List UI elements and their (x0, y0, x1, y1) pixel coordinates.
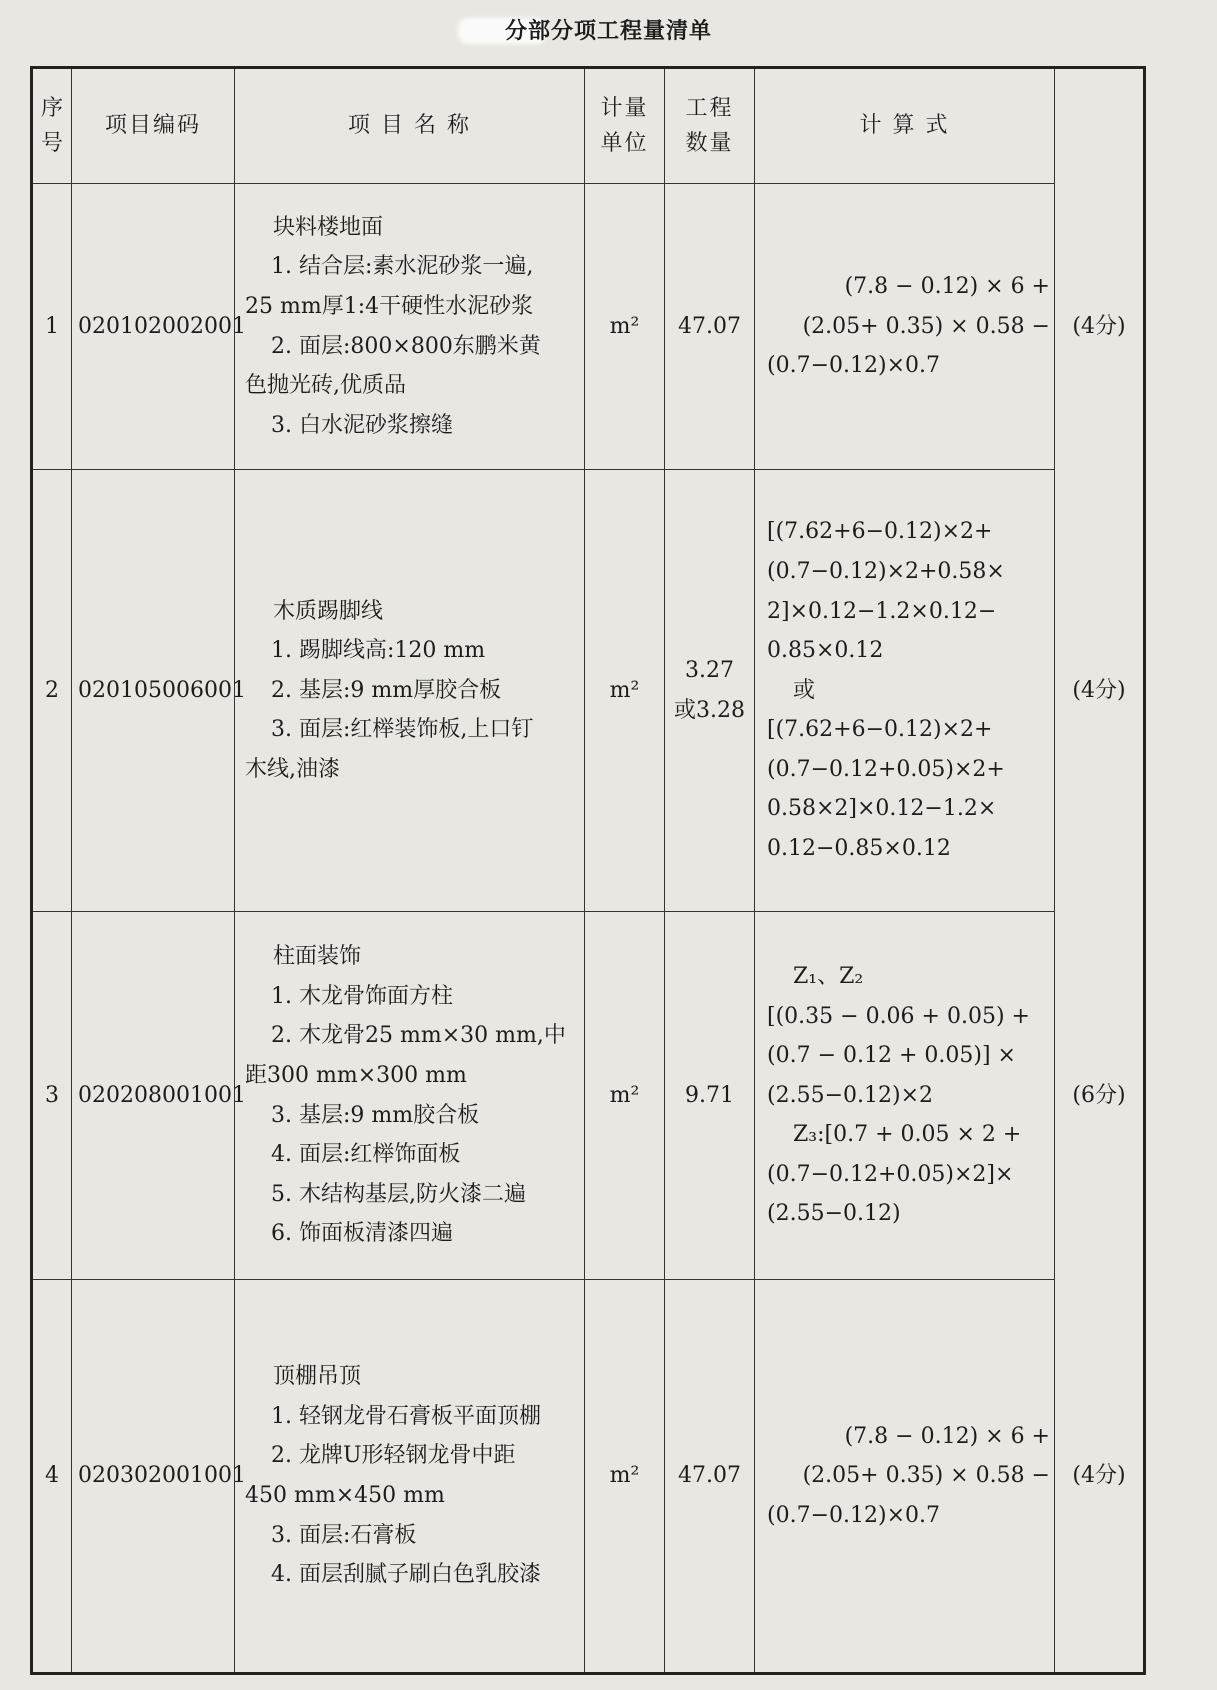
row-name-line: 1. 踢脚线高:120 mm (271, 638, 486, 664)
row-name (235, 1280, 585, 1674)
row-score: (4分) (1055, 1280, 1145, 1674)
row-code: 020102002001 (72, 184, 235, 470)
row-calc-line: (0.7 − 0.12 + 0.05)] × (767, 1043, 1016, 1069)
row-code: 020208001001 (72, 912, 235, 1280)
row-name-line: 3. 基层:9 mm胶合板 (271, 1102, 480, 1128)
row-seq: 3 (32, 912, 72, 1280)
header-code: 项目编码 (72, 68, 235, 184)
row-calc-line: (0.7−0.12)×0.7 (767, 353, 940, 379)
header-score-blank (1055, 68, 1145, 184)
row-score: (4分) (1072, 313, 1126, 339)
row-score: (4分) (1072, 677, 1126, 703)
row-calc-line: (7.8 − 0.12) × 6 + (844, 274, 1050, 300)
row-name-line: 2. 面层:800×800东鹏米黄 (271, 333, 541, 359)
row-calc-line: (2.55−0.12) (767, 1201, 901, 1227)
page-title: 分部分项工程量清单 (504, 19, 712, 44)
row-qty-line: 3.27 (685, 657, 734, 683)
row-qty: 47.07 (665, 1280, 755, 1674)
table-row (32, 1280, 1145, 1674)
row-name-title: 柱面装饰 (273, 944, 362, 970)
row-name-line: 4. 面层刮腻子刷白色乳胶漆 (271, 1562, 541, 1588)
row-calc-line: [(7.62+6−0.12)×2+ (767, 519, 993, 545)
row-name-line: 4. 面层:红榉饰面板 (271, 1142, 461, 1168)
row-name-line: 3. 面层:石膏板 (271, 1522, 417, 1548)
row-calc-line: (0.7−0.12)×0.7 (767, 1502, 940, 1528)
row-calc-line: Z₁、Z₂ (793, 963, 864, 989)
row-name-line: 色抛光砖,优质品 (245, 373, 406, 399)
row-calc-line: 或 (793, 677, 816, 703)
row-name-line: 6. 饰面板清漆四遍 (271, 1221, 453, 1247)
row-unit: m² (585, 1280, 665, 1674)
row-name-line: 2. 龙牌U形轻钢龙骨中距 (271, 1443, 516, 1469)
row-calc-line: (2.05+ 0.35) × 0.58 − (802, 313, 1050, 339)
row-seq: 4 (32, 1280, 72, 1674)
header-unit: 计量单位 (585, 68, 665, 184)
row-name-line: 木线,油漆 (245, 756, 340, 782)
row-calc-line: [(7.62+6−0.12)×2+ (767, 717, 993, 743)
row-name-line: 25 mm厚1:4干硬性水泥砂浆 (245, 293, 534, 319)
row-unit: m² (585, 912, 665, 1280)
row-name-line: 450 mm×450 mm (245, 1483, 445, 1508)
row-calc-line: (0.7−0.12+0.05)×2]× (767, 1161, 1014, 1187)
row-name-line: 1. 轻钢龙骨石膏板平面顶棚 (271, 1403, 541, 1429)
row-unit: m² (585, 470, 665, 912)
row-qty (665, 470, 755, 912)
row-name-line: 1. 结合层:素水泥砂浆一遍, (271, 254, 534, 280)
row-name-title: 木质踢脚线 (273, 598, 384, 624)
row-name-line: 3. 白水泥砂浆擦缝 (271, 412, 453, 438)
row-calc-line: [(0.35 − 0.06 + 0.05) + (767, 1003, 1030, 1029)
row-calc-line: 0.85×0.12 (767, 638, 884, 664)
row-unit: m² (585, 184, 665, 470)
row-name-title: 块料楼地面 (273, 214, 384, 240)
row-name-line: 1. 木龙骨饰面方柱 (271, 983, 453, 1009)
table-row (32, 912, 1145, 1280)
row-calc-line: (2.05+ 0.35) × 0.58 − (802, 1463, 1050, 1489)
row-seq: 2 (32, 470, 72, 912)
row-name-line: 3. 面层:红榉装饰板,上口钉 (271, 717, 534, 743)
header-name: 项 目 名 称 (235, 68, 585, 184)
row-calc (755, 184, 1055, 470)
row-calc-line: (0.7−0.12+0.05)×2+ (767, 756, 1005, 782)
row-name (235, 470, 585, 912)
row-calc-line: Z₃:[0.7 + 0.05 × 2 + (793, 1122, 1022, 1148)
row-calc (755, 470, 1055, 912)
header-qty: 工程数量 (665, 68, 755, 184)
row-calc-line: 0.12−0.85×0.12 (767, 836, 951, 862)
row-calc-line: (2.55−0.12)×2 (767, 1082, 933, 1108)
row-name-line: 5. 木结构基层,防火漆二遍 (271, 1181, 526, 1207)
row-qty-line: 或3.28 (674, 697, 745, 723)
row-code: 020302001001 (72, 1280, 235, 1674)
header-calc: 计 算 式 (755, 68, 1055, 184)
row-calc-line: 0.58×2]×0.12−1.2× (767, 796, 997, 822)
header-row (32, 68, 1145, 184)
row-name (235, 184, 585, 470)
row-calc (755, 912, 1055, 1280)
row-qty: 47.07 (665, 184, 755, 470)
row-code: 020105006001 (72, 470, 235, 912)
row-calc (755, 1280, 1055, 1674)
quantity-table (30, 66, 1146, 1675)
row-calc-line: (7.8 − 0.12) × 6 + (844, 1423, 1050, 1449)
header-seq: 序号 (32, 68, 72, 184)
row-calc-line: 2]×0.12−1.2×0.12− (767, 598, 997, 624)
table-row (32, 470, 1145, 912)
row-name-line: 距300 mm×300 mm (245, 1062, 467, 1088)
row-name (235, 912, 585, 1280)
row-qty: 9.71 (665, 912, 755, 1280)
row-score: (6分) (1072, 1082, 1126, 1108)
row-name-title: 顶棚吊顶 (273, 1364, 362, 1390)
table-row (32, 184, 1145, 470)
row-calc-line: (0.7−0.12)×2+0.58× (767, 558, 1005, 584)
row-seq: 1 (32, 184, 72, 470)
row-name-line: 2. 基层:9 mm厚胶合板 (271, 677, 502, 703)
row-name-line: 2. 木龙骨25 mm×30 mm,中 (271, 1023, 566, 1049)
